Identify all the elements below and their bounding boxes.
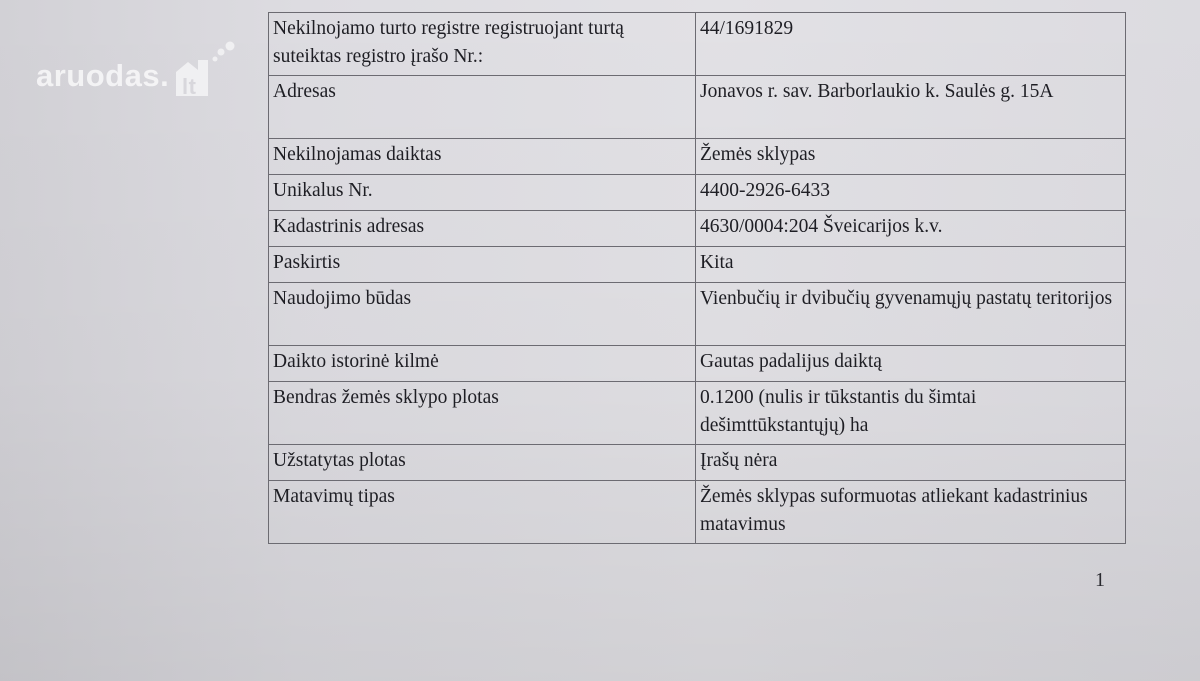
row-value-property-type: Žemės sklypas — [696, 139, 1126, 175]
row-value-unique-number: 4400-2926-6433 — [696, 175, 1126, 211]
row-value-origin: Gautas padalijus daiktą — [696, 346, 1126, 382]
row-value-registry-number: 44/1691829 — [696, 13, 1126, 76]
table-row — [269, 13, 1126, 76]
page-number: 1 — [1095, 569, 1105, 591]
row-label-total-area: Bendras žemės sklypo plotas — [269, 382, 696, 445]
table-row — [269, 346, 1126, 382]
table-row — [269, 211, 1126, 247]
row-label-origin: Daikto istorinė kilmė — [269, 346, 696, 382]
table-row — [269, 247, 1126, 283]
house-chimney-icon — [168, 38, 248, 98]
row-label-purpose: Paskirtis — [269, 247, 696, 283]
row-value-total-area: 0.1200 (nulis ir tūkstantis du šimtai dešimttūkstantųjų) ha — [696, 382, 1126, 445]
watermark-brand: aruodas. — [36, 58, 170, 93]
table-row — [269, 76, 1126, 139]
table-row — [269, 481, 1126, 544]
table-row — [269, 175, 1126, 211]
row-label-usage-method: Naudojimo būdas — [269, 283, 696, 346]
table-row — [269, 139, 1126, 175]
svg-text:lt: lt — [182, 74, 197, 98]
aruodas-watermark — [36, 38, 236, 98]
row-label-property-type: Nekilnojamas daiktas — [269, 139, 696, 175]
table-row — [269, 283, 1126, 346]
table-row — [269, 382, 1126, 445]
row-value-purpose: Kita — [696, 247, 1126, 283]
row-value-cadastral-address: 4630/0004:204 Šveicarijos k.v. — [696, 211, 1126, 247]
row-value-built-area: Įrašų nėra — [696, 445, 1126, 481]
row-label-cadastral-address: Kadastrinis adresas — [269, 211, 696, 247]
row-value-usage-method: Vienbučių ir dvibučių gyvenamųjų pastatų teritorijos — [696, 283, 1126, 346]
row-label-registry-number: Nekilnojamo turto registre registruojant turtą suteiktas registro įrašo Nr.: — [269, 13, 696, 76]
row-label-address: Adresas — [269, 76, 696, 139]
row-label-built-area: Užstatytas plotas — [269, 445, 696, 481]
row-label-unique-number: Unikalus Nr. — [269, 175, 696, 211]
row-value-address: Jonavos r. sav. Barborlaukio k. Saulės g. 15A — [696, 76, 1126, 139]
table-row — [269, 445, 1126, 481]
register-table — [268, 12, 1126, 544]
row-label-measurement-type: Matavimų tipas — [269, 481, 696, 544]
row-value-measurement-type: Žemės sklypas suformuotas atliekant kadastrinius matavimus — [696, 481, 1126, 544]
